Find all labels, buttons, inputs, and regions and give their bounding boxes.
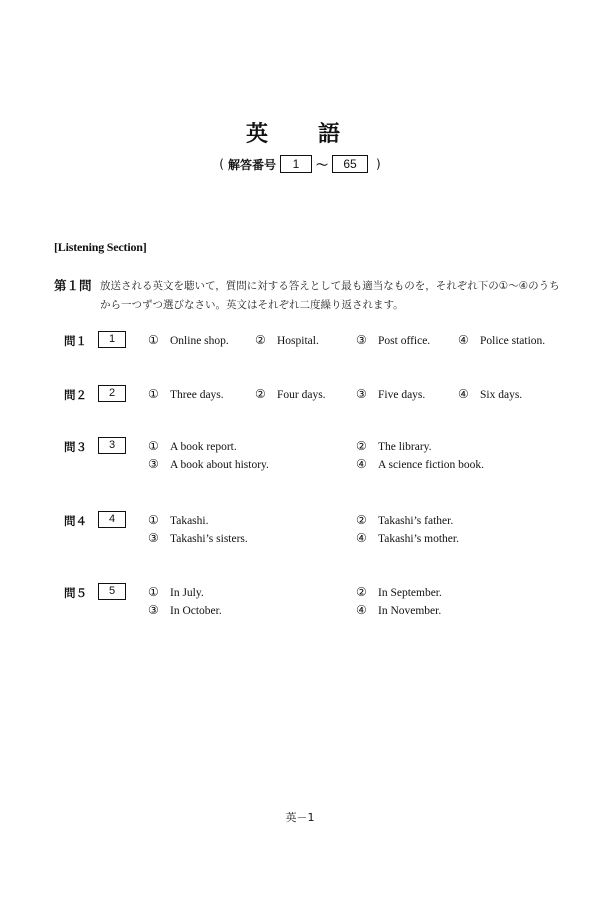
answer-number-box: 3 xyxy=(98,437,126,454)
question-label: 問４ xyxy=(64,514,87,528)
question-label: 問２ xyxy=(64,388,87,402)
page-title: 英 語 xyxy=(245,121,354,146)
answer-start-box: 1 xyxy=(280,155,312,173)
answer-separator: ～ xyxy=(316,157,329,172)
option-1: ① In July. xyxy=(148,585,204,599)
page-number: 英－1 xyxy=(285,811,315,824)
question-label: 問５ xyxy=(64,586,87,600)
option-1: ① Online shop. xyxy=(148,333,229,347)
option-2: ② Four days. xyxy=(255,387,326,401)
option-2: ② Hospital. xyxy=(255,333,319,347)
option-2: ② Takashi’s father. xyxy=(356,513,454,527)
answer-number-box: 1 xyxy=(98,331,126,348)
answer-number-box: 5 xyxy=(98,583,126,600)
question-label: 問１ xyxy=(64,334,87,348)
answer-end-box: 65 xyxy=(332,155,368,173)
option-1: ① A book report. xyxy=(148,439,237,453)
option-3: ③ A book about history. xyxy=(148,457,269,471)
option-3: ③ Takashi’s sisters. xyxy=(148,531,248,545)
option-1: ① Takashi. xyxy=(148,513,209,527)
question-group-label: 第１問 xyxy=(54,278,92,293)
option-2: ② In September. xyxy=(356,585,442,599)
question-group-instruction: 放送される英文を聴いて，質問に対する答えとして最も適当なものを，それぞれ下の①～④のうちから一つずつ選びなさい。英文はそれぞれ二度繰り返されます。 xyxy=(100,280,560,311)
answer-label: 解答番号 xyxy=(227,157,276,172)
option-3: ③ Five days. xyxy=(356,387,426,401)
option-4: ④ In November. xyxy=(356,603,442,617)
option-1: ① Three days. xyxy=(148,387,224,401)
answer-number-range xyxy=(0,155,600,173)
option-2: ② The library. xyxy=(356,439,432,453)
option-3: ③ Post office. xyxy=(356,333,431,347)
answer-number-box: 4 xyxy=(98,511,126,528)
option-4: ④ Six days. xyxy=(458,387,523,401)
option-4: ④ A science fiction book. xyxy=(356,457,485,471)
option-3: ③ In October. xyxy=(148,603,222,617)
answer-number-box: 2 xyxy=(98,385,126,402)
paren-close: ) xyxy=(376,157,381,171)
option-4: ④ Takashi’s mother. xyxy=(356,531,459,545)
section-title: [Listening Section] xyxy=(54,240,147,254)
option-4: ④ Police station. xyxy=(458,333,546,347)
question-label: 問３ xyxy=(64,440,87,454)
paren-open: ( xyxy=(219,157,224,171)
